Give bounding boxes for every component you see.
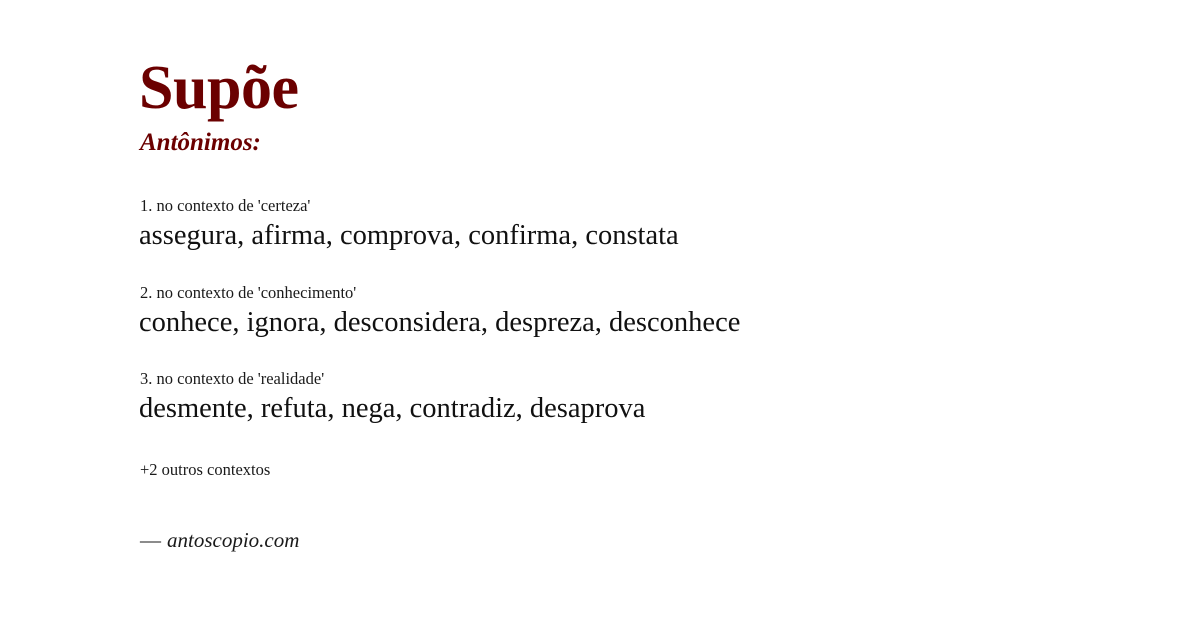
sense-antonyms: assegura, afirma, comprova, confirma, constata <box>139 220 679 252</box>
section-subtitle: Antônimos: <box>140 129 261 157</box>
list-item <box>139 283 1110 341</box>
em-dash-glyph: — <box>140 527 161 552</box>
sense-antonyms: desmente, refuta, nega, contradiz, desaprova <box>139 393 646 425</box>
sense-context-label: 1. no contexto de 'certeza' <box>140 196 311 216</box>
sense-antonyms: conhece, ignora, desconsidera, despreza, desconhece <box>139 306 741 338</box>
source-name: antoscopio.com <box>167 527 300 552</box>
page-title: Supõe <box>139 54 299 122</box>
more-contexts-note: +2 outros contextos <box>140 459 271 479</box>
list-item <box>139 196 1110 254</box>
source-attribution <box>140 528 1110 553</box>
sense-context-label: 2. no contexto de 'conhecimento' <box>140 282 357 302</box>
sense-context-label: 3. no contexto de 'realidade' <box>140 369 325 389</box>
sense-list <box>139 196 1110 427</box>
list-item <box>139 369 1110 427</box>
